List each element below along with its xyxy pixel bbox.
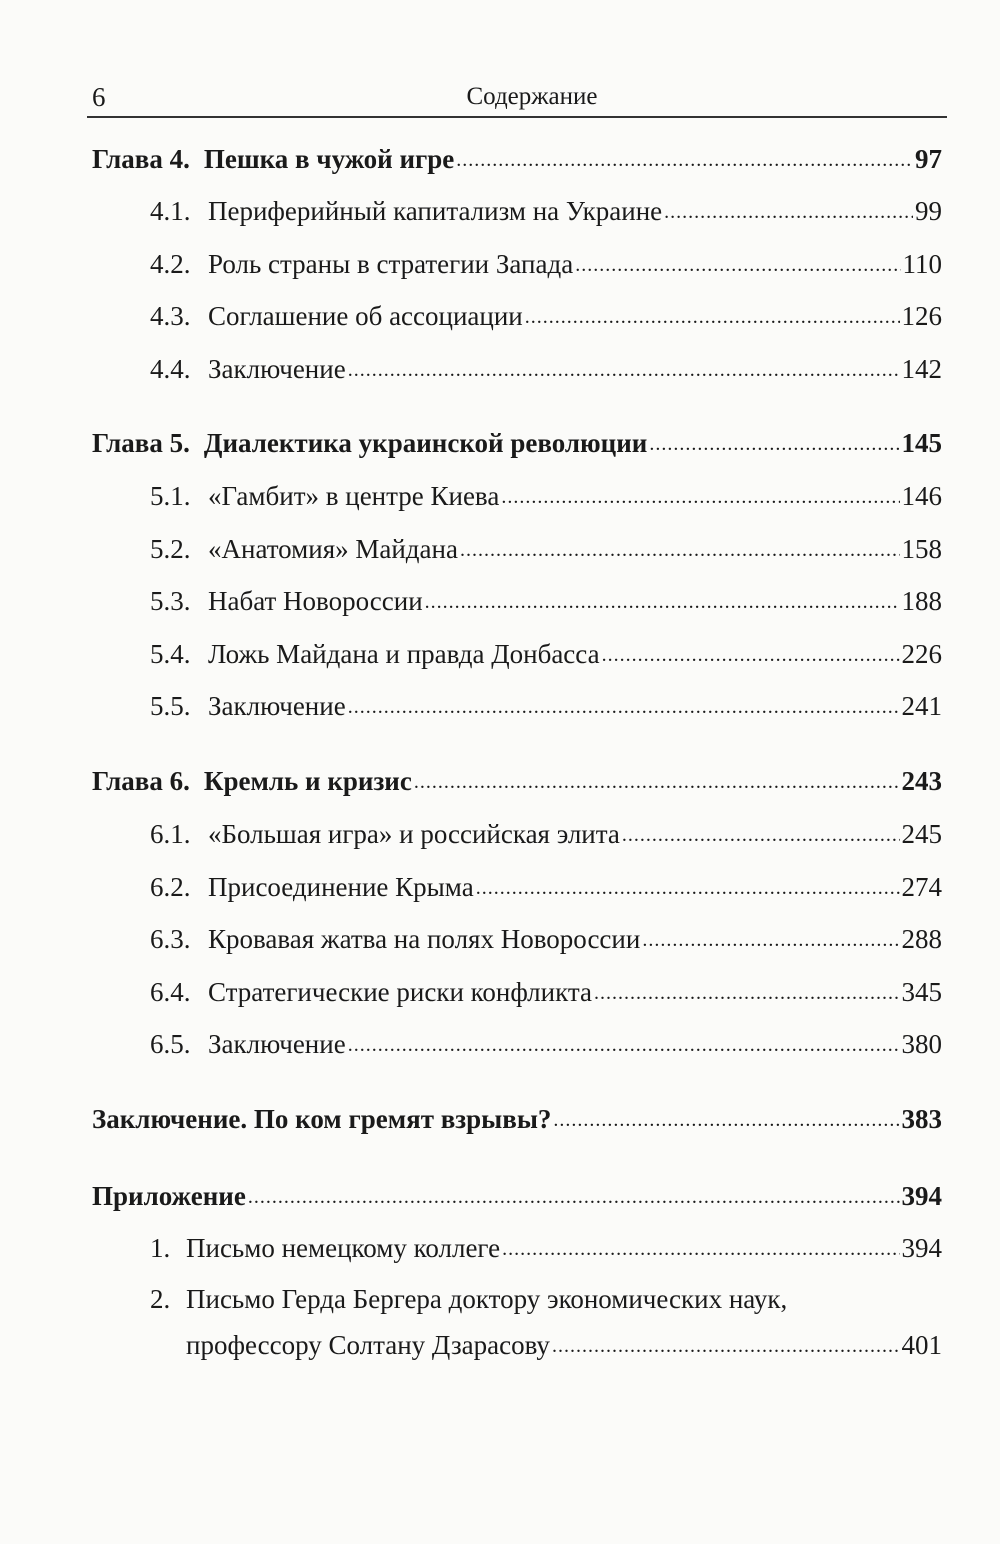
page-ref: 146: [901, 481, 942, 511]
section-title: Стратегические риски конфликта: [208, 977, 592, 1007]
toc-section[interactable]: [150, 871, 942, 906]
dot-leader: [552, 1327, 900, 1362]
section-number: 6.2.: [150, 872, 191, 902]
dot-leader: [502, 1230, 899, 1265]
chapter-title: Приложение: [92, 1181, 246, 1211]
dot-leader: [348, 688, 900, 723]
toc-section[interactable]: [150, 480, 942, 515]
dot-leader: [425, 583, 900, 618]
chapter-number: Глава 6.: [92, 766, 190, 796]
toc-chapter-6[interactable]: [92, 765, 942, 800]
section-number: 5.4.: [150, 639, 191, 669]
section-title: Заключение: [208, 354, 346, 384]
page-ref: 383: [901, 1104, 942, 1134]
page-ref: 241: [901, 691, 942, 721]
page-ref: 243: [901, 766, 942, 796]
section-number: 5.2.: [150, 534, 191, 564]
section-title: «Большая игра» и российская элита: [208, 819, 620, 849]
dot-leader: [501, 478, 899, 513]
chapter-title: Пешка в чужой игре: [203, 144, 455, 174]
page-ref: 145: [901, 428, 942, 458]
toc-section[interactable]: [150, 585, 942, 620]
page-ref: 158: [901, 534, 942, 564]
chapter-title: Заключение. По ком гремят взрывы?: [92, 1104, 552, 1134]
section-number: 4.1.: [150, 196, 191, 226]
section-title: Присоединение Крыма: [208, 872, 474, 902]
dot-leader: [575, 246, 900, 281]
page-ref: 345: [901, 977, 942, 1007]
page-ref: 394: [901, 1233, 942, 1263]
dot-leader: [525, 298, 900, 333]
page-ref: 110: [902, 249, 942, 279]
item-title-line-1: Письмо Герда Бергера доктору экономических наук,: [186, 1284, 788, 1314]
dot-leader: [476, 869, 900, 904]
toc-section[interactable]: [150, 976, 942, 1011]
page-ref: 288: [901, 924, 942, 954]
toc-section[interactable]: [150, 818, 942, 853]
page-ref: 394: [901, 1181, 942, 1211]
page-ref: 401: [901, 1330, 942, 1360]
page-ref: 99: [915, 196, 942, 226]
toc-section[interactable]: [150, 923, 942, 958]
toc-conclusion[interactable]: [92, 1103, 942, 1138]
chapter-number: Глава 5.: [92, 428, 190, 458]
page-ref: 245: [901, 819, 942, 849]
section-number: 6.5.: [150, 1029, 191, 1059]
dot-leader: [456, 141, 913, 176]
toc-section[interactable]: [150, 353, 942, 388]
dot-leader: [348, 351, 900, 386]
page-ref: 380: [901, 1029, 942, 1059]
dot-leader: [348, 1026, 900, 1061]
item-title: Письмо немецкому коллеге: [186, 1233, 501, 1263]
toc-section[interactable]: [150, 195, 942, 230]
dot-leader: [248, 1178, 900, 1213]
toc-section[interactable]: [150, 690, 942, 725]
toc-appendix-item[interactable]: [150, 1283, 942, 1364]
dot-leader: [664, 193, 913, 228]
section-number: 6.1.: [150, 819, 191, 849]
page-ref: 126: [901, 301, 942, 331]
chapter-title: Диалектика украинской революции: [203, 428, 648, 458]
section-title: «Гамбит» в центре Киева: [208, 481, 500, 511]
item-title-line-2: профессору Солтану Дзарасову: [186, 1330, 550, 1360]
toc-section[interactable]: [150, 638, 942, 673]
dot-leader: [649, 425, 899, 460]
dot-leader: [553, 1101, 899, 1136]
item-number: 1.: [150, 1233, 171, 1263]
section-title: Ложь Майдана и правда Донбасса: [208, 639, 600, 669]
chapter-title: Кремль и кризис: [203, 766, 412, 796]
dot-leader: [642, 921, 899, 956]
section-title: Соглашение об ассоциации: [208, 301, 523, 331]
section-number: 6.3.: [150, 924, 191, 954]
page-ref: 226: [901, 639, 942, 669]
dot-leader: [622, 816, 900, 851]
section-number: 5.3.: [150, 586, 191, 616]
section-number: 5.5.: [150, 691, 191, 721]
section-number: 4.3.: [150, 301, 191, 331]
page-number: 6: [92, 82, 106, 112]
dot-leader: [602, 636, 900, 671]
page-ref: 142: [901, 354, 942, 384]
section-number: 4.2.: [150, 249, 191, 279]
section-number: 4.4.: [150, 354, 191, 384]
section-title: Набат Новороссии: [208, 586, 423, 616]
section-title: Периферийный капитализм на Украине: [208, 196, 663, 226]
toc-chapter-4[interactable]: [92, 143, 942, 178]
toc-appendix[interactable]: [92, 1180, 942, 1215]
page-ref: 97: [915, 144, 942, 174]
dot-leader: [460, 531, 900, 566]
section-number: 6.4.: [150, 977, 191, 1007]
toc-section[interactable]: [150, 1028, 942, 1063]
page-header: [87, 82, 947, 118]
toc-chapter-5[interactable]: [92, 427, 942, 462]
toc-appendix-item[interactable]: [150, 1232, 942, 1267]
item-number: 2.: [150, 1284, 171, 1314]
section-title: «Анатомия» Майдана: [208, 534, 458, 564]
page-ref: 188: [901, 586, 942, 616]
toc-section[interactable]: [150, 300, 942, 335]
dot-leader: [594, 974, 900, 1009]
toc-section[interactable]: [150, 248, 942, 283]
chapter-number: Глава 4.: [92, 144, 190, 174]
page-ref: 274: [901, 872, 942, 902]
section-title: Кровавая жатва на полях Новороссии: [208, 924, 641, 954]
section-title: Заключение: [208, 691, 346, 721]
section-title: Роль страны в стратегии Запада: [208, 249, 574, 279]
section-title: Заключение: [208, 1029, 346, 1059]
dot-leader: [414, 763, 900, 798]
toc-section[interactable]: [150, 533, 942, 568]
section-number: 5.1.: [150, 481, 191, 511]
running-title: Содержание: [466, 83, 598, 110]
